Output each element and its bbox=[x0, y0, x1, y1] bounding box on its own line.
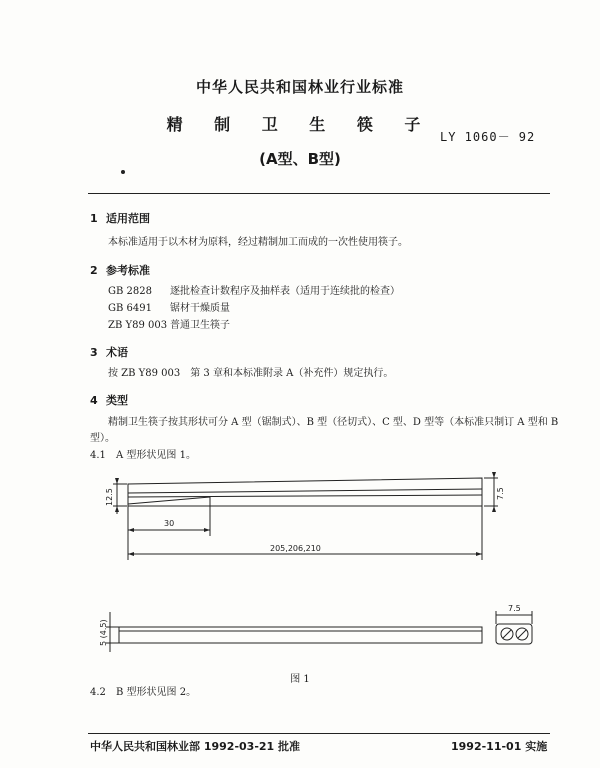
section-title: 术语 bbox=[106, 346, 128, 359]
dim-label-section-width: 7.5 bbox=[508, 604, 521, 613]
subsection-text: B 型形状见图 2。 bbox=[116, 687, 197, 698]
section-4-paragraph-line1: 精制卫生筷子按其形状可分 A 型（锯制式）、B 型（径切式）、C 型、D 型等（本标准只制订 A 型和 B bbox=[108, 417, 559, 428]
dim-label-right-height: 7.5 bbox=[496, 487, 505, 500]
section-title: 参考标准 bbox=[106, 264, 150, 277]
standard-body-title: 中华人民共和国林业行业标准 bbox=[195, 78, 404, 96]
reference-code: GB 6491 bbox=[108, 303, 152, 314]
subsection-text: A 型形状见图 1。 bbox=[116, 450, 196, 461]
dim-arrow bbox=[492, 506, 496, 512]
section-number: 1 bbox=[90, 212, 98, 225]
dim-arrow bbox=[115, 506, 119, 512]
reference-title: 锯材干燥质量 bbox=[170, 303, 230, 314]
section-1-paragraph: 本标准适用于以木材为原料，经过精制加工而成的一次性使用筷子。 bbox=[108, 237, 408, 248]
dim-arrow bbox=[476, 552, 482, 556]
taper-line bbox=[128, 497, 210, 504]
figure-1-caption: 图 1 bbox=[290, 674, 310, 685]
hatch-line bbox=[503, 630, 511, 638]
section-3-paragraph: 按 ZB Y89 003 第 3 章和本标准附录 A（补充件）规定执行。 bbox=[108, 368, 394, 379]
hatch-line bbox=[518, 630, 526, 638]
section-number: 2 bbox=[90, 264, 98, 277]
footer-effective-date: 1992-11-01 实施 bbox=[451, 740, 548, 753]
dim-label-left-height: 12.5 bbox=[105, 488, 114, 506]
chopstick-center-line bbox=[128, 489, 482, 493]
chopstick-center-line bbox=[128, 495, 482, 497]
subsection-number: 4.1 bbox=[90, 450, 106, 461]
section-number: 3 bbox=[90, 346, 98, 359]
dim-label-total: 205,206,210 bbox=[270, 544, 321, 553]
section-title: 适用范围 bbox=[106, 212, 150, 225]
dim-arrow bbox=[204, 528, 210, 532]
document-subtitle: (A型、B型) bbox=[259, 150, 341, 168]
section-4-paragraph-line2: 型）。 bbox=[90, 433, 115, 444]
subsection-number: 4.2 bbox=[90, 687, 106, 698]
chopstick-side-view bbox=[119, 627, 482, 643]
section-number: 4 bbox=[90, 394, 98, 407]
footer-issuer: 中华人民共和国林业部 1992-03-21 批准 bbox=[90, 740, 301, 753]
dim-arrow bbox=[492, 472, 496, 478]
reference-code: GB 2828 bbox=[108, 286, 152, 297]
reference-code: ZB Y89 003 bbox=[108, 320, 168, 331]
reference-title: 普通卫生筷子 bbox=[170, 320, 230, 331]
dim-label-side-height: 5 (4.5) bbox=[99, 619, 108, 646]
dim-label-taper: 30 bbox=[164, 519, 175, 528]
section-title: 类型 bbox=[106, 394, 128, 407]
reference-title: 逐批检查计数程序及抽样表（适用于连续批的检查） bbox=[170, 286, 400, 297]
dim-arrow bbox=[128, 552, 134, 556]
dim-arrow bbox=[128, 528, 134, 532]
standard-code: LY 1060－ 92 bbox=[440, 130, 536, 144]
footer-rule bbox=[88, 733, 550, 734]
subsection-4-2 bbox=[90, 686, 196, 700]
dim-arrow bbox=[115, 478, 119, 484]
document-title: 精 制 卫 生 筷 子 bbox=[166, 115, 434, 134]
